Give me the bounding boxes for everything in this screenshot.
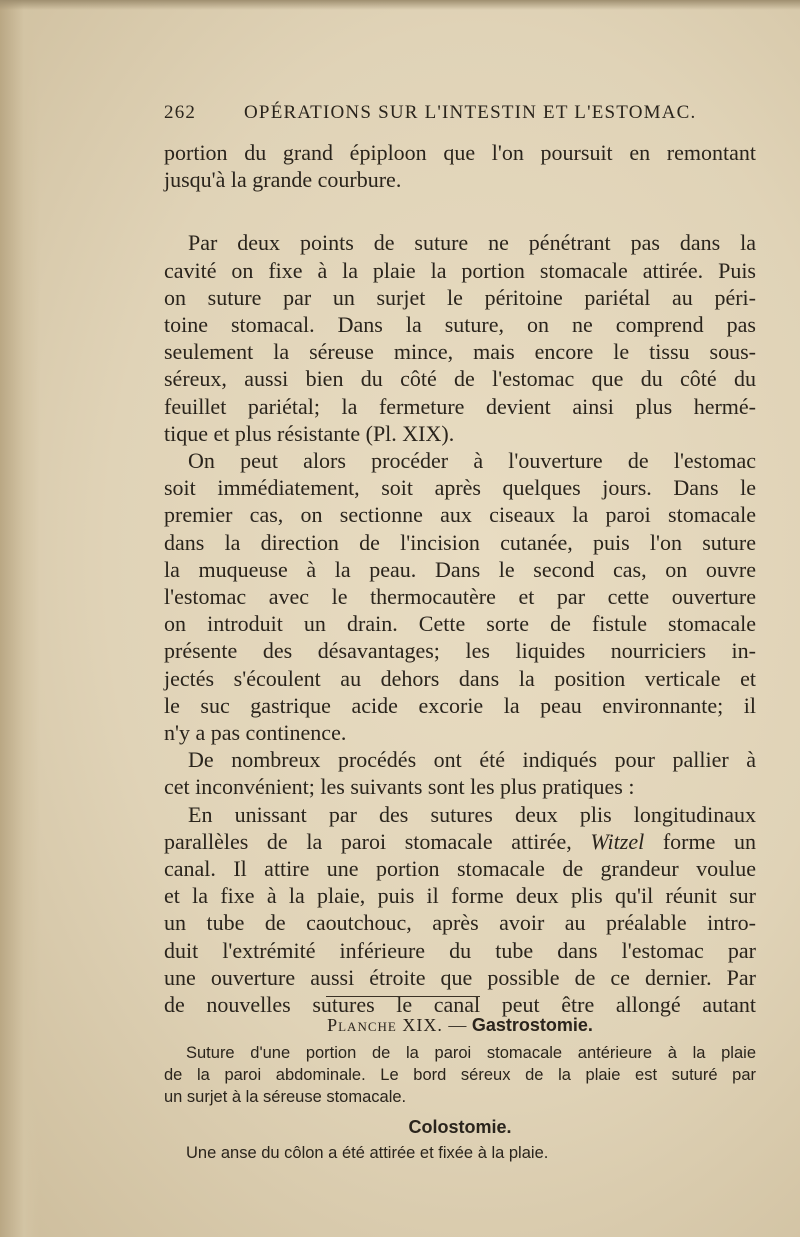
paragraph-1 [164, 139, 756, 193]
text-line: canal. Il attire une portion stomacale de grandeur voulue [164, 856, 756, 882]
text-line: on introduit un drain. Cette sorte de fistule stomacale [164, 611, 756, 637]
text-line: séreux, aussi bien du côté de l'estomac que du côté du [164, 366, 756, 392]
running-header [164, 102, 784, 124]
text-line: seulement la séreuse mince, mais encore le tissu sous- [164, 339, 756, 365]
text-fragment: parallèles de la paroi stomacale attirée, [164, 828, 572, 854]
caption-divider [326, 996, 480, 997]
text-line: cet inconvénient; les suivants sont les plus pratiques : [164, 774, 635, 800]
paragraph-5 [164, 801, 756, 1019]
text-line: la muqueuse à la peau. Dans le second cas, on ouvre [164, 556, 756, 582]
text-line: feuillet pariétal; la fermeture devient ainsi plus hermé- [164, 393, 756, 419]
text-line: un tube de caoutchouc, après avoir au préalable intro- [164, 910, 756, 936]
page-edge-shadow [0, 0, 40, 1237]
caption-line: Suture d'une portion de la paroi stomacale antérieure à la plaie [186, 1044, 756, 1062]
text-line: On peut alors procéder à l'ouverture de l'estomac [188, 448, 756, 474]
text-line: De nombreux procédés ont été indiqués pour pallier à [188, 747, 756, 773]
paragraph-4 [164, 746, 756, 800]
text-line: Par deux points de suture ne pénétrant pas dans la [188, 230, 756, 256]
plate-title: Gastrostomie. [471, 1015, 593, 1035]
paragraph-3 [164, 447, 756, 746]
text-line: le suc gastrique acide excorie la peau environnante; il [164, 692, 756, 718]
text-line: duit l'extrémité inférieure du tube dans l'estomac par [164, 937, 756, 963]
text-line: jectés s'écoulent au dehors dans la position verticale et [164, 665, 756, 691]
text-line: présente des désavantages; les liquides nourriciers in- [164, 638, 756, 664]
caption-subtitle: Colostomie. [408, 1117, 512, 1137]
text-line: l'estomac avec le thermocautère et par cette ouverture [164, 584, 756, 610]
plate-label: Planche XIX. — [327, 1015, 468, 1035]
text-line: n'y a pas continence. [164, 720, 347, 746]
caption-line: un surjet à la séreuse stomacale. [164, 1088, 407, 1106]
text-line: En unissant par des sutures deux plis longitudinaux [188, 801, 756, 827]
text-line: toine stomacal. Dans la suture, on ne comprend pas [164, 312, 756, 338]
text-line: cavité on fixe à la plaie la portion stomacale attirée. Puis [164, 257, 756, 283]
text-line: on suture par un surjet le péritoine pariétal au péri- [164, 284, 756, 310]
caption-line: de la paroi abdominale. Le bord séreux de la plaie est suturé par [164, 1066, 756, 1084]
page-top-shadow [0, 0, 800, 10]
text-line: de nouvelles sutures le canal peut être allongé autant [164, 992, 756, 1018]
body-text [164, 139, 756, 1018]
running-title: OPÉRATIONS SUR L'INTESTIN ET L'ESTOMAC. [244, 102, 697, 123]
plate-caption-text [164, 1042, 756, 1108]
text-line: tique et plus résistante (Pl. XIX). [164, 420, 455, 446]
text-line: une ouverture aussi étroite que possible de ce dernier. Par [164, 964, 756, 990]
plate-caption-title [164, 1015, 756, 1036]
text-line: jusqu'à la grande courbure. [164, 167, 402, 193]
caption-subtext: Une anse du côlon a été attirée et fixée à la plaie. [186, 1144, 549, 1162]
page-number: 262 [164, 102, 197, 123]
paragraph-2 [164, 229, 756, 447]
text-line: et la fixe à la plaie, puis il forme deux plis qu'il réunit sur [164, 883, 756, 909]
author-name: Witzel [590, 828, 645, 854]
text-fragment: forme un [662, 828, 757, 854]
text-line [164, 828, 756, 855]
text-line: portion du grand épiploon que l'on poursuit en remontant [164, 140, 756, 165]
text-line: dans la direction de l'incision cutanée, puis l'on suture [164, 529, 756, 555]
text-line: soit immédiatement, soit après quelques jours. Dans le [164, 475, 756, 501]
text-line: premier cas, on sectionne aux ciseaux la paroi stomacale [164, 502, 756, 528]
